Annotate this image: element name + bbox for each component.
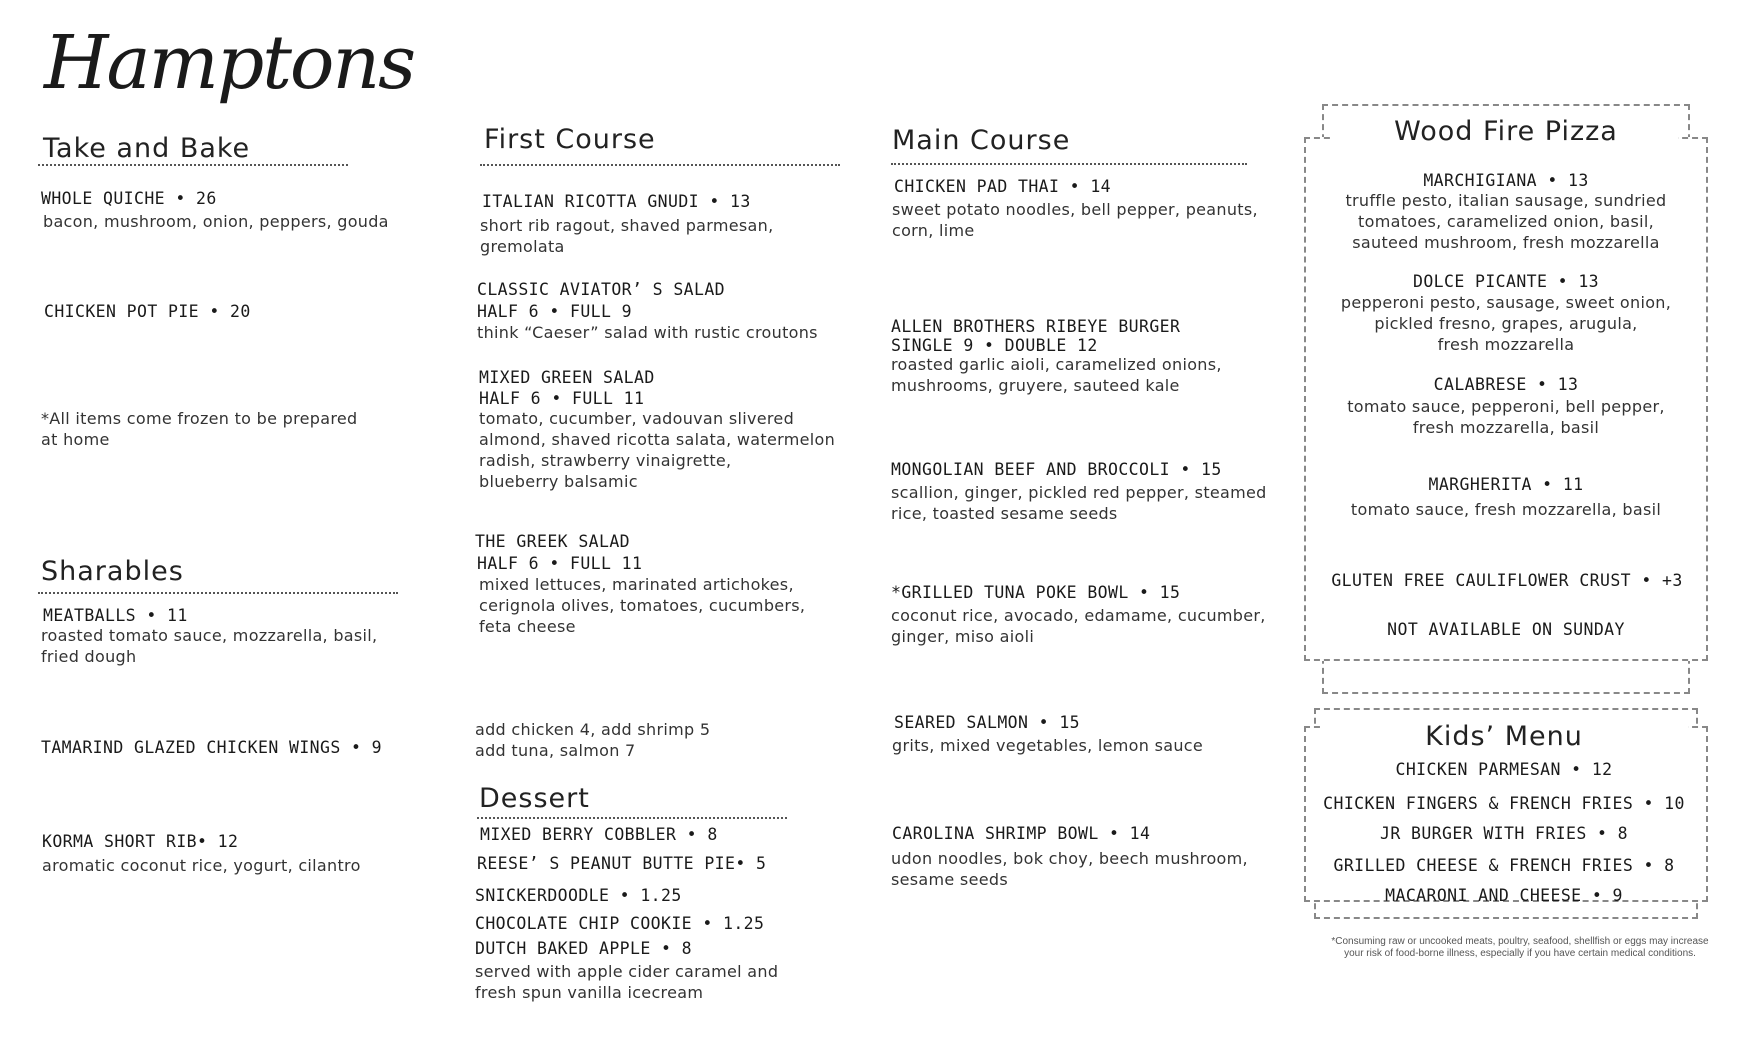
menu-item-desc: tomatoes, caramelized onion, basil, <box>1358 212 1654 231</box>
menu-item-desc: udon noodles, bok choy, beech mushroom, <box>891 849 1248 868</box>
menu-item-name: CLASSIC AVIATOR’ S SALAD <box>477 280 726 299</box>
pizza-availability-note: NOT AVAILABLE ON SUNDAY <box>1387 620 1625 639</box>
kids-menu-item: JR BURGER WITH FRIES • 8 <box>1379 824 1628 843</box>
menu-item-price: HALF 6 • FULL 9 <box>477 302 633 321</box>
menu-item-desc: corn, lime <box>892 221 975 240</box>
take-and-bake-rule <box>38 164 348 166</box>
kids-menu-title: Kids’ Menu <box>1425 721 1583 752</box>
menu-item-desc: almond, shaved ricotta salata, watermelon <box>479 430 836 449</box>
menu-item-desc: fresh mozzarella <box>1437 335 1575 354</box>
menu-item-desc: tomato sauce, fresh mozzarella, basil <box>1350 500 1662 519</box>
menu-item-desc: mixed lettuces, marinated artichokes, <box>479 575 794 594</box>
menu-item-desc: gremolata <box>480 237 565 256</box>
take-and-bake-note: at home <box>41 430 110 449</box>
menu-item-name: KORMA SHORT RIB• 12 <box>42 832 239 851</box>
restaurant-logo: Hamptons <box>44 20 415 106</box>
menu-item-desc: served with apple cider caramel and <box>475 962 779 981</box>
menu-item-desc: grits, mixed vegetables, lemon sauce <box>892 736 1204 755</box>
dessert-rule <box>477 817 787 819</box>
addons-text: add chicken 4, add shrimp 5 <box>475 720 711 739</box>
kids-menu-item: CHICKEN PARMESAN • 12 <box>1395 760 1613 779</box>
menu-item-desc: pepperoni pesto, sausage, sweet onion, <box>1340 293 1672 312</box>
menu-item-desc: pickled fresno, grapes, arugula, <box>1374 314 1638 333</box>
menu-item-name: DOLCE PICANTE • 13 <box>1412 272 1599 291</box>
menu-item-desc: radish, strawberry vinaigrette, <box>479 451 732 470</box>
menu-item-name: *GRILLED TUNA POKE BOWL • 15 <box>891 583 1181 602</box>
menu-item-desc: ginger, miso aioli <box>891 627 1035 646</box>
addons-text: add tuna, salmon 7 <box>475 741 636 760</box>
menu-item-name: TAMARIND GLAZED CHICKEN WINGS • 9 <box>41 738 383 757</box>
gluten-free-option: GLUTEN FREE CAULIFLOWER CRUST • +3 <box>1331 571 1683 590</box>
menu-item-name: MARGHERITA • 11 <box>1428 475 1584 494</box>
sharables-title: Sharables <box>41 556 184 587</box>
menu-item-name: CHICKEN PAD THAI • 14 <box>894 177 1112 196</box>
menu-item-name: DUTCH BAKED APPLE • 8 <box>475 939 693 958</box>
menu-item-name: CHICKEN POT PIE • 20 <box>44 302 251 321</box>
menu-item-price: SINGLE 9 • DOUBLE 12 <box>891 336 1098 355</box>
menu-item-desc: sesame seeds <box>891 870 1008 889</box>
menu-item-name: SEARED SALMON • 15 <box>894 713 1081 732</box>
first-course-title: First Course <box>484 124 656 155</box>
menu-item-name: MONGOLIAN BEEF AND BROCCOLI • 15 <box>891 460 1222 479</box>
menu-item-desc: mushrooms, gruyere, sauteed kale <box>891 376 1180 395</box>
menu-item-name: REESE’ S PEANUT BUTTE PIE• 5 <box>477 854 767 873</box>
menu-item-name: MARCHIGIANA • 13 <box>1423 171 1589 190</box>
health-disclaimer: your risk of food-borne illness, especially if you have certain medical conditions. <box>1344 948 1696 959</box>
menu-item-name: ALLEN BROTHERS RIBEYE BURGER <box>891 317 1181 336</box>
menu-item-desc: scallion, ginger, pickled red pepper, steamed <box>891 483 1267 502</box>
menu-item-desc: bacon, mushroom, onion, peppers, gouda <box>43 212 389 231</box>
main-course-title: Main Course <box>892 125 1071 156</box>
kids-menu-item: GRILLED CHEESE & FRENCH FRIES • 8 <box>1333 856 1675 875</box>
menu-item-name: MEATBALLS • 11 <box>43 606 188 625</box>
pizza-title: Wood Fire Pizza <box>1394 116 1618 147</box>
menu-item-desc: fresh spun vanilla icecream <box>475 983 704 1002</box>
health-disclaimer: *Consuming raw or uncooked meats, poultry, seafood, shellfish or eggs may increase <box>1331 936 1709 947</box>
menu-item-desc: tomato sauce, pepperoni, bell pepper, <box>1347 397 1665 416</box>
dessert-title: Dessert <box>479 783 590 814</box>
menu-item-name: CAROLINA SHRIMP BOWL • 14 <box>892 824 1151 843</box>
menu-item-desc: fried dough <box>41 647 137 666</box>
menu-item-name: CHOCOLATE CHIP COOKIE • 1.25 <box>475 914 765 933</box>
menu-item-desc: aromatic coconut rice, yogurt, cilantro <box>42 856 361 875</box>
menu-item-desc: roasted garlic aioli, caramelized onions, <box>891 355 1222 374</box>
menu-item-desc: rice, toasted sesame seeds <box>891 504 1118 523</box>
menu-item-desc: roasted tomato sauce, mozzarella, basil, <box>41 626 378 645</box>
kids-menu-item: MACARONI AND CHEESE • 9 <box>1385 886 1623 905</box>
menu-item-name: WHOLE QUICHE • 26 <box>41 189 217 208</box>
take-and-bake-title: Take and Bake <box>43 133 251 164</box>
menu-item-desc: truffle pesto, italian sausage, sundried <box>1345 191 1667 210</box>
menu-item-desc: coconut rice, avocado, edamame, cucumber, <box>891 606 1266 625</box>
kids-menu-item: CHICKEN FINGERS & FRENCH FRIES • 10 <box>1323 794 1685 813</box>
menu-item-desc: cerignola olives, tomatoes, cucumbers, <box>479 596 806 615</box>
menu-item-desc: tomato, cucumber, vadouvan slivered <box>479 409 795 428</box>
take-and-bake-note: *All items come frozen to be prepared <box>41 409 358 428</box>
first-course-rule <box>480 164 840 166</box>
menu-item-name: SNICKERDOODLE • 1.25 <box>475 886 682 905</box>
menu-item-desc: feta cheese <box>479 617 576 636</box>
menu-item-desc: short rib ragout, shaved parmesan, <box>480 216 774 235</box>
menu-item-desc: sauteed mushroom, fresh mozzarella <box>1352 233 1660 252</box>
menu-item-price: HALF 6 • FULL 11 <box>479 389 645 408</box>
menu-item-price: HALF 6 • FULL 11 <box>477 554 643 573</box>
menu-item-name: MIXED GREEN SALAD <box>479 368 655 387</box>
menu-item-desc: sweet potato noodles, bell pepper, peanuts, <box>892 200 1258 219</box>
menu-item-desc: fresh mozzarella, basil <box>1412 418 1600 437</box>
menu-item-desc: blueberry balsamic <box>479 472 638 491</box>
menu-item-name: CALABRESE • 13 <box>1433 375 1579 394</box>
menu-item-desc: think “Caeser” salad with rustic croutons <box>477 323 818 342</box>
sharables-rule <box>38 592 398 594</box>
menu-item-name: ITALIAN RICOTTA GNUDI • 13 <box>482 192 751 211</box>
menu-item-name: THE GREEK SALAD <box>475 532 631 551</box>
main-course-rule <box>891 163 1247 165</box>
menu-item-name: MIXED BERRY COBBLER • 8 <box>480 825 718 844</box>
